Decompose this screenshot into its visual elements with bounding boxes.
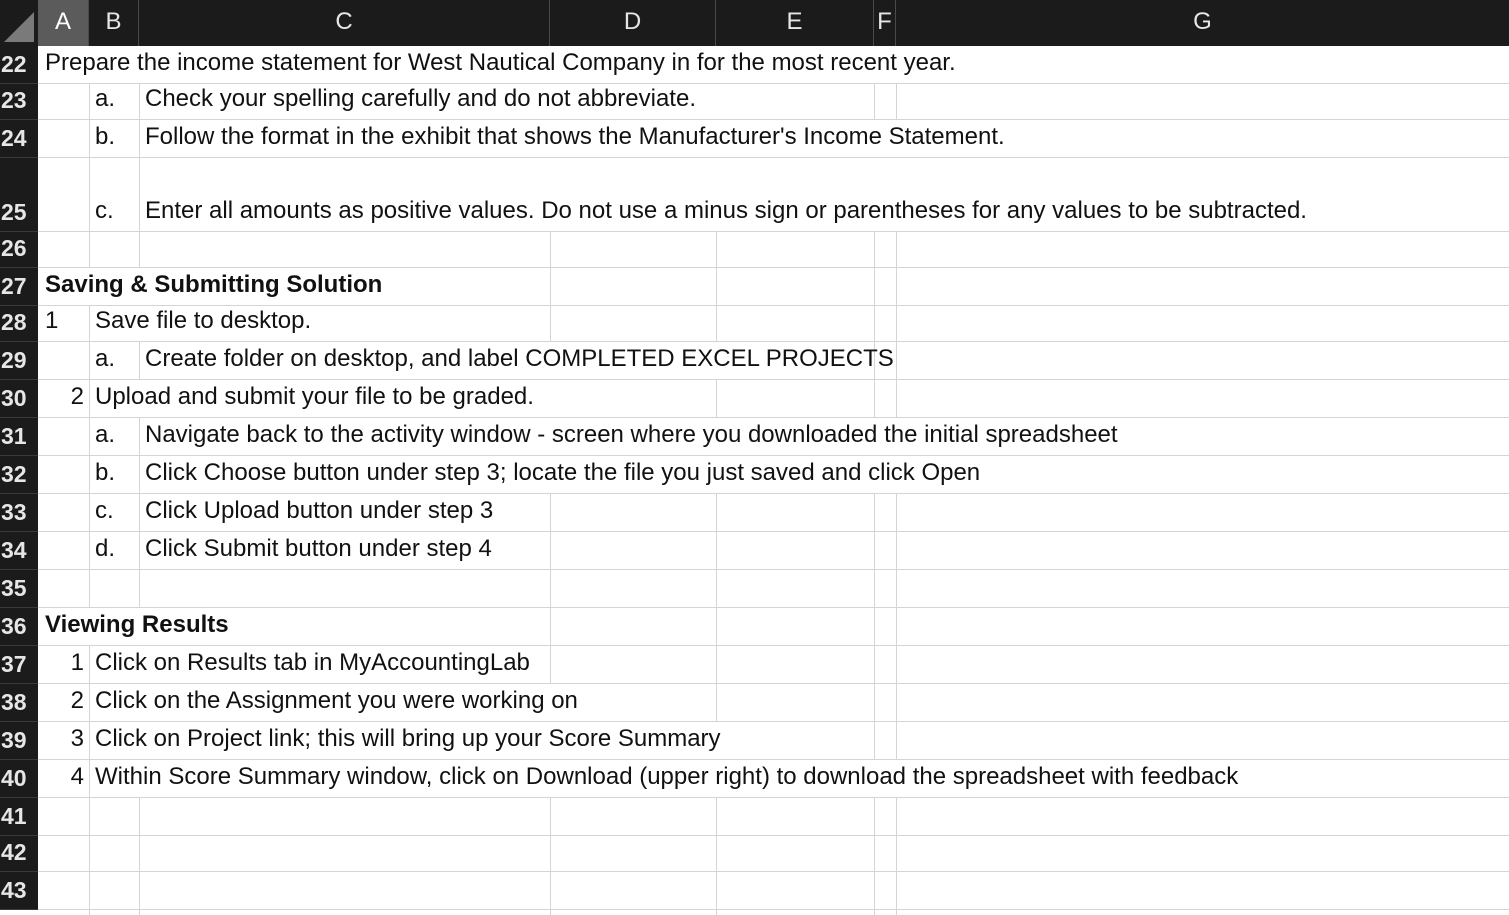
row-header[interactable]: 26 [0, 232, 38, 268]
row-header[interactable]: 22 [0, 46, 38, 84]
cell-b-row-23[interactable]: a. [90, 84, 139, 119]
row-header[interactable]: 29 [0, 342, 38, 380]
row-header[interactable]: 38 [0, 684, 38, 722]
cell-a-row-22[interactable]: Prepare the income statement for West Nautical Company in for the most recent year. [39, 46, 1509, 83]
cell-b-row-33[interactable]: c. [90, 494, 139, 531]
cell-a-row-39[interactable]: 3 [39, 722, 89, 759]
row-header[interactable]: 35 [0, 570, 38, 608]
column-header-b[interactable]: B [89, 0, 139, 46]
column-header-d[interactable]: D [550, 0, 716, 46]
column-header-g[interactable]: G [1193, 8, 1212, 35]
cell-c-row-29[interactable]: Create folder on desktop, and label COMPLETED EXCEL PROJECTS [140, 342, 874, 379]
row-gridline [38, 909, 1509, 910]
row-gridline [38, 871, 1509, 872]
cell-b-row-32[interactable]: b. [90, 456, 139, 493]
row-header[interactable]: 33 [0, 494, 38, 532]
cell-b-row-28[interactable]: Save file to desktop. [90, 306, 550, 341]
row-header[interactable]: 28 [0, 306, 38, 342]
row-header[interactable]: 34 [0, 532, 38, 570]
column-header-f[interactable]: F [874, 0, 896, 46]
row-header[interactable]: 39 [0, 722, 38, 760]
row-gridline [38, 835, 1509, 836]
column-header-e[interactable]: E [716, 0, 874, 46]
row-header[interactable]: 41 [0, 798, 38, 836]
cell-b-row-39[interactable]: Click on Project link; this will bring up your Score Summary [90, 722, 874, 759]
cell-c-row-34[interactable]: Click Submit button under step 4 [140, 532, 550, 569]
cell-b-row-31[interactable]: a. [90, 418, 139, 455]
row-header[interactable]: 43 [0, 872, 38, 910]
row-header[interactable]: 23 [0, 84, 38, 120]
row-header[interactable]: 31 [0, 418, 38, 456]
cell-a-row-40[interactable]: 4 [39, 760, 89, 797]
cell-b-row-25[interactable]: c. [90, 158, 139, 231]
cell-b-row-30[interactable]: Upload and submit your file to be graded. [90, 380, 716, 417]
select-all-corner[interactable] [0, 0, 39, 46]
row-header[interactable]: 36 [0, 608, 38, 646]
cell-b-row-29[interactable]: a. [90, 342, 139, 379]
cell-b-row-37[interactable]: Click on Results tab in MyAccountingLab [90, 646, 550, 683]
row-header[interactable]: 25 [0, 158, 38, 232]
cell-c-row-32[interactable]: Click Choose button under step 3; locate the file you just saved and click Open [140, 456, 1509, 493]
row-header[interactable]: 42 [0, 836, 38, 872]
cell-b-row-34[interactable]: d. [90, 532, 139, 569]
cell-a-row-38[interactable]: 2 [39, 684, 89, 721]
cell-a-row-37[interactable]: 1 [39, 646, 89, 683]
cell-a-row-28[interactable]: 1 [39, 306, 89, 341]
row-header[interactable]: 24 [0, 120, 38, 158]
row-gridline [38, 569, 1509, 570]
row-header[interactable]: 30 [0, 380, 38, 418]
row-header[interactable]: 32 [0, 456, 38, 494]
column-header-a[interactable]: A [38, 0, 89, 46]
cell-c-row-25[interactable]: Enter all amounts as positive values. Do not use a minus sign or parentheses for any values to be subtracted. [140, 158, 1509, 231]
cell-c-row-31[interactable]: Navigate back to the activity window - screen where you downloaded the initial spreadsheet [140, 418, 1509, 455]
cell-a-row-30[interactable]: 2 [39, 380, 89, 417]
cell-c-row-23[interactable]: Check your spelling carefully and do not abbreviate. [140, 84, 874, 119]
cell-a-row-36[interactable]: Viewing Results [39, 608, 550, 645]
cell-b-row-40[interactable]: Within Score Summary window, click on Download (upper right) to download the spreadsheet with feedback [90, 760, 1509, 797]
cell-b-row-38[interactable]: Click on the Assignment you were working on [90, 684, 716, 721]
row-gridline [38, 797, 1509, 798]
row-header[interactable]: 37 [0, 646, 38, 684]
cell-a-row-27[interactable]: Saving & Submitting Solution [39, 268, 550, 305]
column-header-c[interactable]: C [139, 0, 550, 46]
row-header[interactable]: 40 [0, 760, 38, 798]
cell-c-row-33[interactable]: Click Upload button under step 3 [140, 494, 550, 531]
row-gridline [38, 231, 1509, 232]
row-header[interactable]: 27 [0, 268, 38, 306]
column-header-bar [0, 0, 1509, 46]
cell-c-row-24[interactable]: Follow the format in the exhibit that shows the Manufacturer's Income Statement. [140, 120, 1509, 157]
select-all-icon [4, 12, 34, 42]
cell-b-row-24[interactable]: b. [90, 120, 139, 157]
